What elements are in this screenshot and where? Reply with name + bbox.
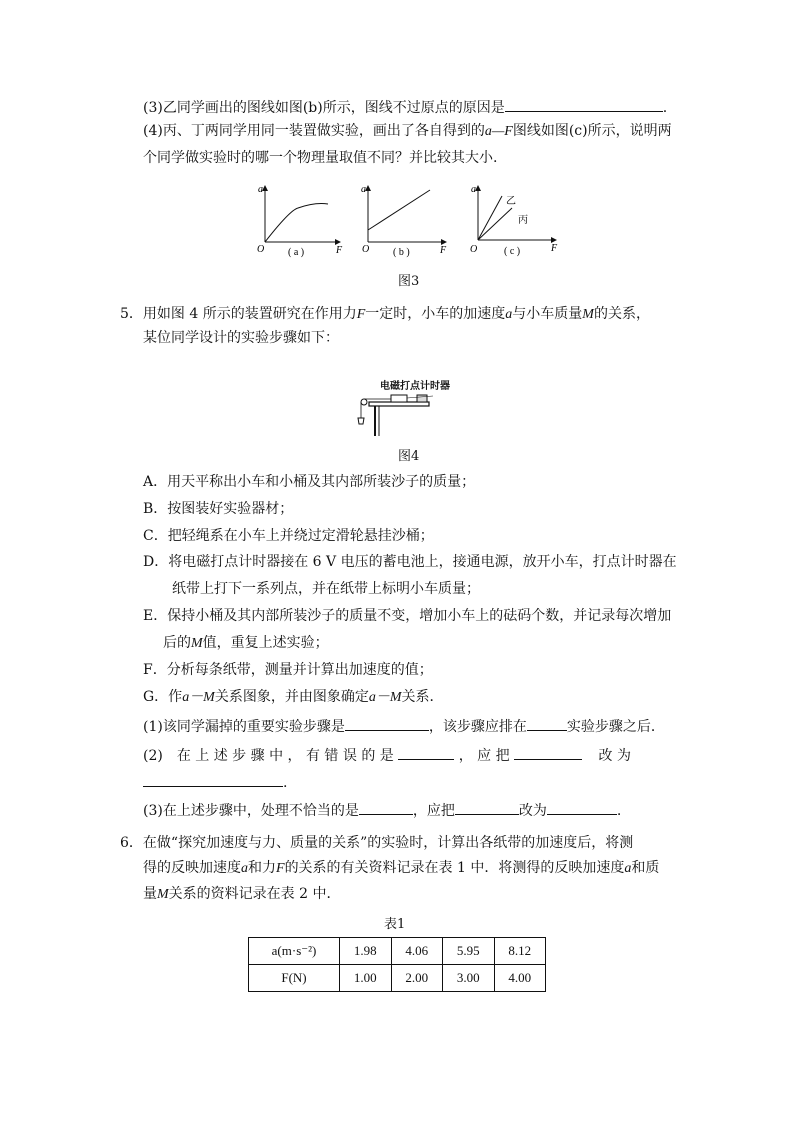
step-b: B．按图装好实验器材； — [143, 501, 294, 517]
cart — [391, 395, 407, 402]
axis-a-label: a — [361, 184, 366, 195]
table-cell: 2.00 — [391, 965, 443, 992]
table-1-title: 表1 — [384, 917, 406, 932]
sub-caption-c: ( c ) — [504, 246, 521, 257]
track-board — [369, 402, 429, 406]
table-cell: 8.12 — [494, 938, 546, 965]
origin-label: O — [257, 244, 265, 255]
sub-caption-b: ( b ) — [393, 247, 410, 258]
row-header-a: a(m·s⁻²) — [249, 938, 340, 965]
sub-caption-a: ( a ) — [288, 247, 305, 258]
axis-f-label: F — [336, 245, 343, 256]
q5-intro-line1: 5．用如图 4 所示的装置研究在作用力F一定时，小车的加速度a与小车质量M的关系， — [120, 306, 650, 322]
figure-4-apparatus — [355, 390, 435, 438]
origin-label: O — [362, 244, 370, 255]
q6-line3: 量M关系的资料记录在表 2 中． — [143, 886, 341, 902]
graph-b — [361, 184, 447, 258]
answer-blank[interactable] — [143, 772, 283, 787]
answer-blank[interactable] — [505, 97, 663, 112]
table-cell: 5.95 — [443, 938, 495, 965]
answer-blank[interactable] — [359, 800, 413, 815]
step-f: F．分析每条纸带，测量并计算出加速度的值； — [143, 662, 433, 678]
step-d-line1: D．将电磁打点计时器接在 6 V 电压的蓄电池上，接通电源，放开小车，打点计时器在 — [143, 554, 677, 570]
figure-3-caption: 图3 — [398, 274, 420, 289]
q5-intro-line2: 某位同学设计的实验步骤如下： — [143, 330, 339, 346]
step-g: G．作a－M关系图象，并由图象确定a－M关系． — [143, 689, 444, 705]
line-bing — [478, 208, 512, 240]
graph-c — [470, 184, 558, 257]
timer — [417, 395, 427, 402]
sand-bucket — [358, 418, 364, 424]
table-row — [249, 938, 546, 965]
line-b — [368, 190, 430, 230]
curve-a — [265, 204, 328, 243]
pulley — [361, 399, 367, 405]
q4-part4-line1: (4)丙、丁两同学用同一装置做实验，画出了各自得到的a—F图线如图(c)所示，说明两 — [143, 123, 672, 139]
axis-f-label: F — [551, 243, 558, 254]
axis-a-label: a — [471, 184, 476, 195]
q5-sub1: (1)该同学漏掉的重要实验步骤是 ，该步骤应排在 实验步骤之后． — [143, 716, 665, 737]
figure-3 — [250, 180, 570, 265]
table-cell: 3.00 — [443, 965, 495, 992]
answer-blank[interactable] — [455, 800, 519, 815]
table-cell: 4.06 — [391, 938, 443, 965]
step-d-line2: 纸带上打下一系列点，并在纸带上标明小车质量； — [172, 581, 480, 597]
origin-label: O — [470, 244, 478, 255]
answer-blank[interactable] — [398, 745, 454, 760]
q4-part4-line2: 个同学做实验时的哪一个物理量取值不同？并比较其大小. — [143, 150, 498, 166]
step-e-line2: 后的M值，重复上述实验； — [163, 635, 329, 651]
figure-4-caption: 图4 — [398, 449, 420, 464]
table-cell: 4.00 — [494, 965, 546, 992]
answer-blank[interactable] — [514, 745, 582, 760]
q5-sub3: (3)在上述步骤中，处理不恰当的是 ，应把 改为 . — [143, 800, 621, 821]
graph-a — [257, 184, 343, 258]
step-e-line1: E．保持小桶及其内部所装沙子的质量不变，增加小车上的砝码个数，并记录每次增加 — [143, 608, 672, 624]
label-yi: 乙 — [506, 196, 516, 207]
q4-part3: (3)乙同学画出的图线如图(b)所示，图线不过原点的原因是 . — [143, 97, 667, 118]
row-header-f: F(N) — [249, 965, 340, 992]
axis-f-label: F — [440, 245, 447, 256]
q6-line1: 6．在做“探究加速度与力、质量的关系”的实验时，计算出各纸带的加速度后，将测 — [120, 835, 634, 851]
table-cell: 1.98 — [340, 938, 392, 965]
label-bing: 丙 — [518, 215, 528, 226]
apparatus-label: 电磁打点计时器 — [380, 381, 450, 392]
table-cell: 1.00 — [340, 965, 392, 992]
q5-sub2-line1: (2) 在 上 述 步 骤 中 ， 有 错 误 的 是 ， 应 把 改 为 — [143, 745, 631, 766]
answer-blank[interactable] — [547, 800, 617, 815]
q5-sub2-line2: . — [143, 772, 287, 793]
axis-a-label: a — [258, 184, 263, 195]
step-a: A．用天平称出小车和小桶及其内部所装沙子的质量； — [143, 474, 476, 490]
q6-line2: 得的反映加速度a和力F的关系的有关资料记录在表 1 中．将测得的反映加速度a和质 — [143, 860, 660, 876]
table-1 — [248, 937, 546, 992]
table-row — [249, 965, 546, 992]
answer-blank[interactable] — [527, 716, 567, 731]
line-yi — [478, 196, 502, 240]
answer-blank[interactable] — [345, 716, 429, 731]
step-c: C．把轻绳系在小车上并绕过定滑轮悬挂沙桶； — [143, 528, 434, 544]
